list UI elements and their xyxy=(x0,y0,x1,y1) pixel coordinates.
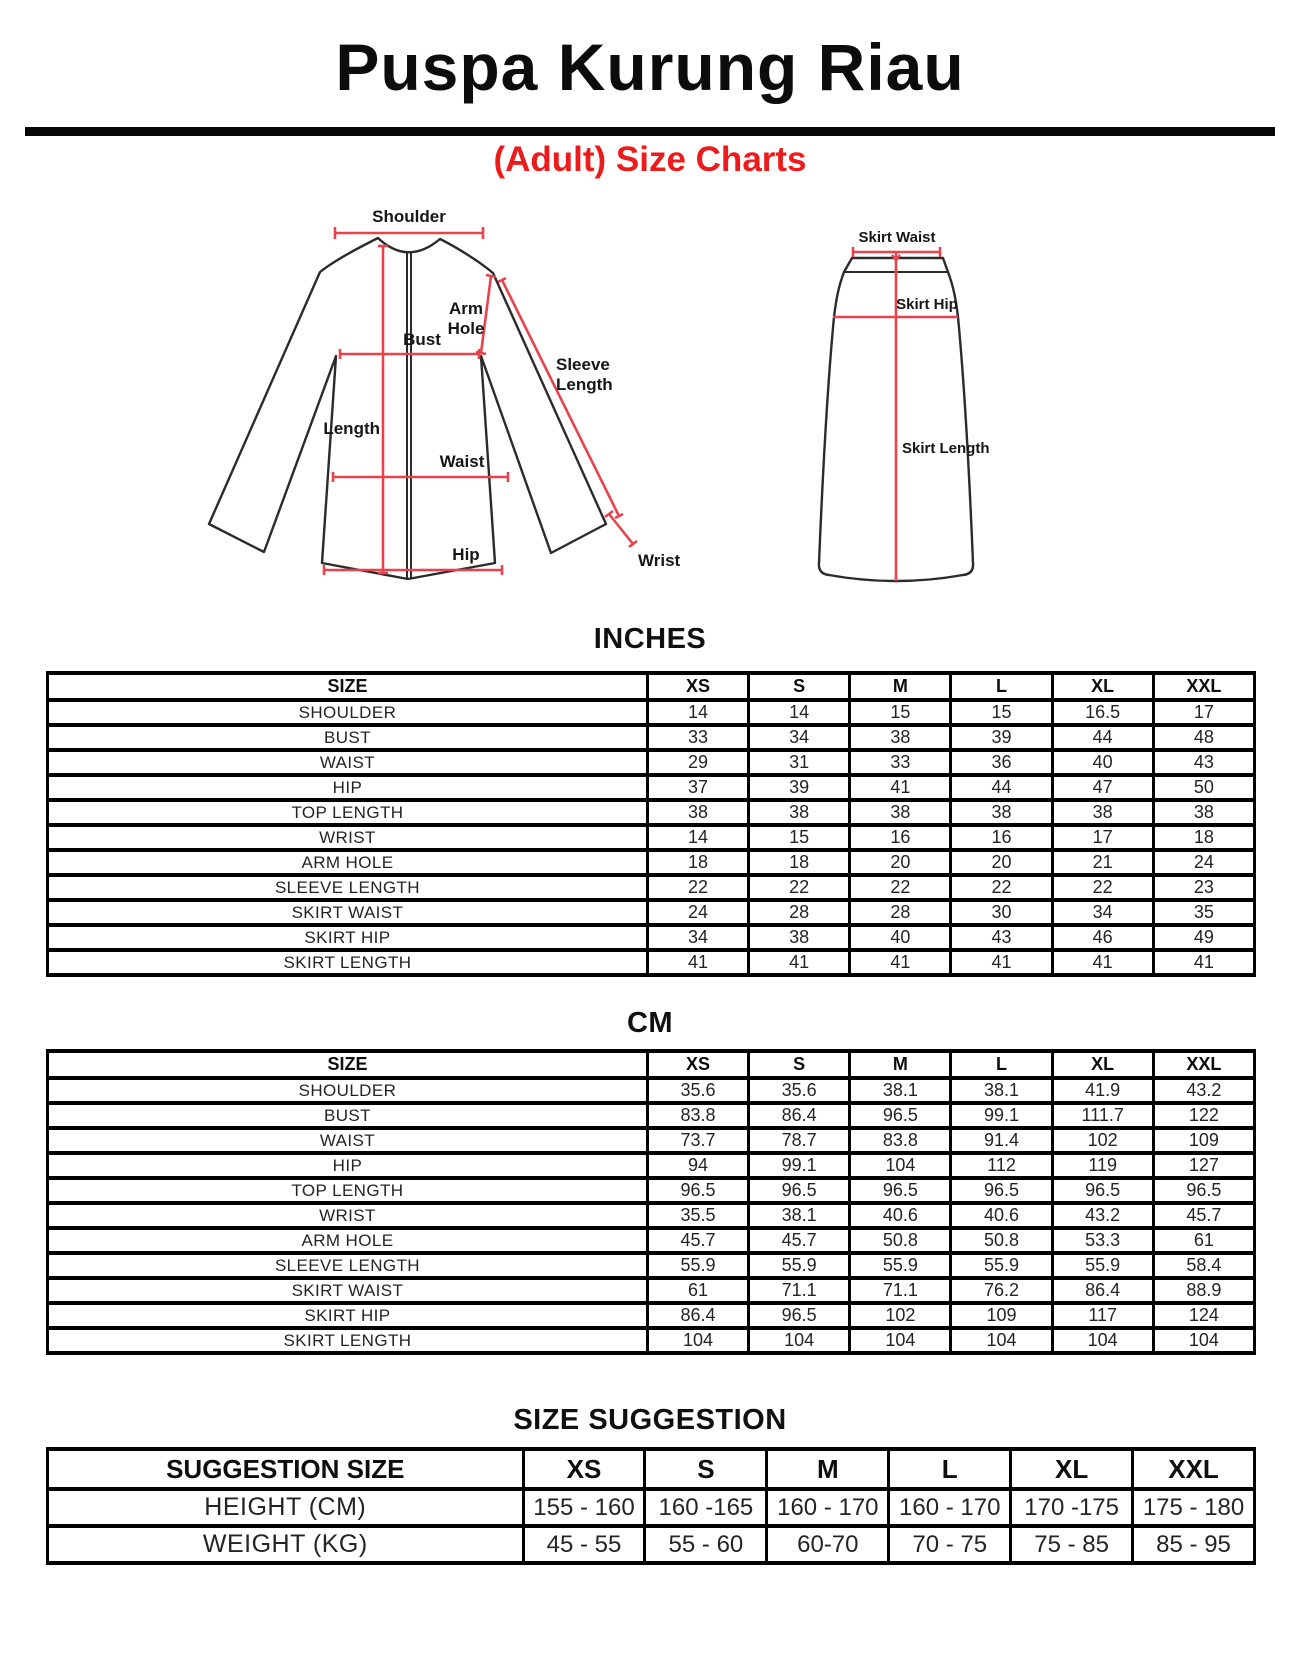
measurement-value: 34 xyxy=(647,925,748,950)
wrist-measurement-line xyxy=(609,514,633,544)
measurement-label: WRIST xyxy=(48,825,648,850)
measurement-value: 18 xyxy=(647,850,748,875)
measurement-value: 40.6 xyxy=(850,1203,951,1228)
waist-label: Waist xyxy=(439,452,485,471)
measurement-value: 60-70 xyxy=(767,1526,889,1563)
measurement-value: 102 xyxy=(1052,1128,1153,1153)
measurement-value: 29 xyxy=(647,750,748,775)
measurement-label: SLEEVE LENGTH xyxy=(48,875,648,900)
measurement-value: 91.4 xyxy=(951,1128,1052,1153)
measurement-value: 15 xyxy=(749,825,850,850)
measurement-value: 41 xyxy=(1153,950,1254,975)
measurement-value: 22 xyxy=(1052,875,1153,900)
measurement-label: SKIRT WAIST xyxy=(48,1278,648,1303)
measurement-value: 160 - 170 xyxy=(767,1489,889,1526)
measurement-value: 119 xyxy=(1052,1153,1153,1178)
measurement-value: 175 - 180 xyxy=(1133,1489,1255,1526)
top-measurement-diagram xyxy=(150,196,710,600)
skirt-waist-label: Skirt Waist xyxy=(858,229,936,246)
measurement-value: 55.9 xyxy=(1052,1253,1153,1278)
measurement-value: 55.9 xyxy=(749,1253,850,1278)
measurement-value: 50.8 xyxy=(951,1228,1052,1253)
table-row xyxy=(48,1526,1255,1563)
measurement-value: 16 xyxy=(850,825,951,850)
measurement-value: 40 xyxy=(850,925,951,950)
table-row xyxy=(48,1103,1255,1128)
size-header: S xyxy=(749,673,850,700)
table-row xyxy=(48,1328,1255,1353)
measurement-value: 96.5 xyxy=(1153,1178,1254,1203)
measurement-value: 75 - 85 xyxy=(1011,1526,1133,1563)
measurement-label: BUST xyxy=(48,725,648,750)
sleeve-length-label-line1: Sleeve xyxy=(556,355,610,374)
measurement-value: 44 xyxy=(1052,725,1153,750)
measurement-value: 45.7 xyxy=(1153,1203,1254,1228)
table-row xyxy=(48,1178,1255,1203)
measurement-value: 55 - 60 xyxy=(645,1526,767,1563)
size-header: XXL xyxy=(1153,673,1254,700)
size-header: XS xyxy=(647,1051,748,1078)
measurement-label: WAIST xyxy=(48,1128,648,1153)
measurement-value: 43 xyxy=(1153,750,1254,775)
measurement-label: SKIRT LENGTH xyxy=(48,1328,648,1353)
measurement-value: 96.5 xyxy=(850,1103,951,1128)
measurement-value: 44 xyxy=(951,775,1052,800)
measurement-value: 104 xyxy=(850,1328,951,1353)
measurement-value: 83.8 xyxy=(647,1103,748,1128)
measurement-label: SKIRT HIP xyxy=(48,1303,648,1328)
measurement-value: 86.4 xyxy=(749,1103,850,1128)
measurement-value: 86.4 xyxy=(1052,1278,1153,1303)
measurement-value: 38 xyxy=(647,800,748,825)
measurement-value: 124 xyxy=(1153,1303,1254,1328)
table-row xyxy=(48,1278,1255,1303)
measurement-value: 16 xyxy=(951,825,1052,850)
measurement-value: 127 xyxy=(1153,1153,1254,1178)
measurement-value: 15 xyxy=(951,700,1052,725)
size-header: M xyxy=(850,673,951,700)
measurement-value: 20 xyxy=(951,850,1052,875)
measurement-value: 86.4 xyxy=(647,1303,748,1328)
measurement-value: 71.1 xyxy=(850,1278,951,1303)
measurement-label: SHOULDER xyxy=(48,700,648,725)
measurement-label: WEIGHT (KG) xyxy=(48,1526,524,1563)
size-header: XL xyxy=(1011,1449,1133,1489)
measurement-label: TOP LENGTH xyxy=(48,1178,648,1203)
measurement-value: 55.9 xyxy=(850,1253,951,1278)
measurement-value: 38.1 xyxy=(749,1203,850,1228)
measurement-value: 15 xyxy=(850,700,951,725)
measurement-value: 38 xyxy=(951,800,1052,825)
measurement-value: 160 - 170 xyxy=(889,1489,1011,1526)
measurement-value: 96.5 xyxy=(951,1178,1052,1203)
measurement-value: 73.7 xyxy=(647,1128,748,1153)
page-subtitle: (Adult) Size Charts xyxy=(493,140,807,179)
measurement-label: SLEEVE LENGTH xyxy=(48,1253,648,1278)
table-row xyxy=(48,825,1255,850)
table-row xyxy=(48,1153,1255,1178)
measurement-value: 102 xyxy=(850,1303,951,1328)
wrist-label: Wrist xyxy=(638,551,681,570)
measurement-value: 38 xyxy=(749,925,850,950)
measurement-value: 83.8 xyxy=(850,1128,951,1153)
measurement-value: 20 xyxy=(850,850,951,875)
size-header: XXL xyxy=(1153,1051,1254,1078)
measurement-value: 24 xyxy=(1153,850,1254,875)
measurement-value: 43.2 xyxy=(1052,1203,1153,1228)
measurement-value: 155 - 160 xyxy=(523,1489,645,1526)
measurement-value: 41 xyxy=(951,950,1052,975)
table-row xyxy=(48,1228,1255,1253)
armhole-label-line1: Arm xyxy=(448,299,484,318)
size-column-header: SUGGESTION SIZE xyxy=(48,1449,524,1489)
hip-label: Hip xyxy=(452,545,480,564)
measurement-label: ARM HOLE xyxy=(48,1228,648,1253)
measurement-value: 49 xyxy=(1153,925,1254,950)
measurement-value: 14 xyxy=(749,700,850,725)
measurement-value: 170 -175 xyxy=(1011,1489,1133,1526)
measurement-value: 38 xyxy=(1153,800,1254,825)
measurement-value: 41 xyxy=(647,950,748,975)
measurement-value: 117 xyxy=(1052,1303,1153,1328)
measurement-value: 46 xyxy=(1052,925,1153,950)
table-row xyxy=(48,925,1255,950)
measurement-value: 35.6 xyxy=(749,1078,850,1103)
measurement-value: 33 xyxy=(850,750,951,775)
measurement-value: 61 xyxy=(647,1278,748,1303)
size-header: L xyxy=(951,673,1052,700)
measurement-value: 28 xyxy=(749,900,850,925)
measurement-label: SKIRT LENGTH xyxy=(48,950,648,975)
measurement-value: 45.7 xyxy=(749,1228,850,1253)
inches-size-table xyxy=(46,671,1256,977)
measurement-value: 16.5 xyxy=(1052,700,1153,725)
measurement-value: 50.8 xyxy=(850,1228,951,1253)
measurement-value: 22 xyxy=(850,875,951,900)
armhole-label-line2: Hole xyxy=(447,319,485,338)
table-row xyxy=(48,750,1255,775)
measurement-value: 96.5 xyxy=(850,1178,951,1203)
measurement-value: 61 xyxy=(1153,1228,1254,1253)
measurement-value: 39 xyxy=(749,775,850,800)
table-row xyxy=(48,1078,1255,1103)
measurement-value: 112 xyxy=(951,1153,1052,1178)
measurement-value: 38 xyxy=(1052,800,1153,825)
measurement-value: 55.9 xyxy=(951,1253,1052,1278)
measurement-value: 53.3 xyxy=(1052,1228,1153,1253)
measurement-value: 122 xyxy=(1153,1103,1254,1128)
measurement-value: 35.6 xyxy=(647,1078,748,1103)
table-row xyxy=(48,800,1255,825)
measurement-value: 41 xyxy=(1052,950,1153,975)
size-header: L xyxy=(889,1449,1011,1489)
measurement-value: 94 xyxy=(647,1153,748,1178)
measurement-value: 50 xyxy=(1153,775,1254,800)
measurement-value: 17 xyxy=(1052,825,1153,850)
measurement-value: 30 xyxy=(951,900,1052,925)
measurement-value: 109 xyxy=(1153,1128,1254,1153)
table-row xyxy=(48,875,1255,900)
table-row xyxy=(48,1203,1255,1228)
measurement-value: 36 xyxy=(951,750,1052,775)
page-title: Puspa Kurung Riau xyxy=(335,30,965,104)
measurement-value: 70 - 75 xyxy=(889,1526,1011,1563)
measurement-value: 38.1 xyxy=(951,1078,1052,1103)
shoulder-label: Shoulder xyxy=(372,207,446,226)
measurement-value: 104 xyxy=(1153,1328,1254,1353)
measurement-value: 38 xyxy=(850,800,951,825)
sleeve-length-label-line2: Length xyxy=(556,375,613,394)
measurement-value: 96.5 xyxy=(749,1178,850,1203)
table-header-row xyxy=(48,1449,1255,1489)
cm-size-table xyxy=(46,1049,1256,1355)
measurement-value: 28 xyxy=(850,900,951,925)
measurement-value: 78.7 xyxy=(749,1128,850,1153)
measurement-value: 104 xyxy=(850,1153,951,1178)
measurement-label: SKIRT HIP xyxy=(48,925,648,950)
measurement-value: 47 xyxy=(1052,775,1153,800)
measurement-label: TOP LENGTH xyxy=(48,800,648,825)
skirt-length-label: Skirt Length xyxy=(902,440,990,457)
measurement-value: 14 xyxy=(647,825,748,850)
size-header: XS xyxy=(523,1449,645,1489)
measurement-value: 99.1 xyxy=(951,1103,1052,1128)
measurement-value: 85 - 95 xyxy=(1133,1526,1255,1563)
table-row xyxy=(48,700,1255,725)
measurement-value: 99.1 xyxy=(749,1153,850,1178)
measurement-value: 43.2 xyxy=(1153,1078,1254,1103)
measurement-value: 104 xyxy=(749,1328,850,1353)
size-header: S xyxy=(645,1449,767,1489)
measurement-value: 38 xyxy=(749,800,850,825)
table-row xyxy=(48,950,1255,975)
measurement-label: HEIGHT (CM) xyxy=(48,1489,524,1526)
measurement-value: 38 xyxy=(850,725,951,750)
measurement-value: 38.1 xyxy=(850,1078,951,1103)
measurement-value: 14 xyxy=(647,700,748,725)
measurement-value: 18 xyxy=(1153,825,1254,850)
size-column-header: SIZE xyxy=(48,1051,648,1078)
measurement-label: WRIST xyxy=(48,1203,648,1228)
table-row xyxy=(48,1303,1255,1328)
length-label: Length xyxy=(323,419,380,438)
bust-label: Bust xyxy=(403,330,441,349)
measurement-value: 34 xyxy=(1052,900,1153,925)
measurement-label: BUST xyxy=(48,1103,648,1128)
table-header-row xyxy=(48,673,1255,700)
measurement-value: 96.5 xyxy=(647,1178,748,1203)
measurement-value: 39 xyxy=(951,725,1052,750)
size-header: S xyxy=(749,1051,850,1078)
measurement-value: 40 xyxy=(1052,750,1153,775)
measurement-value: 71.1 xyxy=(749,1278,850,1303)
title-divider xyxy=(25,127,1275,136)
skirt-measurement-diagram xyxy=(790,225,1010,595)
measurement-value: 22 xyxy=(749,875,850,900)
measurement-value: 21 xyxy=(1052,850,1153,875)
measurement-value: 17 xyxy=(1153,700,1254,725)
measurement-value: 40.6 xyxy=(951,1203,1052,1228)
measurement-value: 35 xyxy=(1153,900,1254,925)
table-row xyxy=(48,1489,1255,1526)
measurement-value: 34 xyxy=(749,725,850,750)
measurement-value: 96.5 xyxy=(1052,1178,1153,1203)
measurement-value: 35.5 xyxy=(647,1203,748,1228)
measurement-label: HIP xyxy=(48,775,648,800)
measurement-value: 41 xyxy=(850,950,951,975)
measurement-value: 33 xyxy=(647,725,748,750)
measurement-label: SHOULDER xyxy=(48,1078,648,1103)
measurement-value: 104 xyxy=(647,1328,748,1353)
measurement-value: 31 xyxy=(749,750,850,775)
size-suggestion-heading: SIZE SUGGESTION xyxy=(513,1404,787,1436)
table-row xyxy=(48,1253,1255,1278)
measurement-value: 43 xyxy=(951,925,1052,950)
measurement-value: 41 xyxy=(749,950,850,975)
size-header: M xyxy=(767,1449,889,1489)
measurement-value: 104 xyxy=(951,1328,1052,1353)
measurement-value: 37 xyxy=(647,775,748,800)
measurement-value: 48 xyxy=(1153,725,1254,750)
measurement-label: ARM HOLE xyxy=(48,850,648,875)
table-row xyxy=(48,850,1255,875)
measurement-value: 45 - 55 xyxy=(523,1526,645,1563)
size-header: XL xyxy=(1052,1051,1153,1078)
skirt-hip-label: Skirt Hip xyxy=(896,296,958,313)
size-header: XS xyxy=(647,673,748,700)
measurement-value: 41 xyxy=(850,775,951,800)
measurement-value: 22 xyxy=(647,875,748,900)
measurement-value: 41.9 xyxy=(1052,1078,1153,1103)
size-header: M xyxy=(850,1051,951,1078)
measurement-label: HIP xyxy=(48,1153,648,1178)
cm-heading: CM xyxy=(626,1007,674,1039)
size-header: L xyxy=(951,1051,1052,1078)
size-suggestion-table xyxy=(46,1447,1256,1565)
measurement-value: 22 xyxy=(951,875,1052,900)
size-header: XL xyxy=(1052,673,1153,700)
measurement-value: 58.4 xyxy=(1153,1253,1254,1278)
measurement-value: 55.9 xyxy=(647,1253,748,1278)
measurement-value: 111.7 xyxy=(1052,1103,1153,1128)
table-row xyxy=(48,725,1255,750)
table-header-row xyxy=(48,1051,1255,1078)
inches-heading: INCHES xyxy=(593,623,707,655)
measurement-label: WAIST xyxy=(48,750,648,775)
measurement-value: 88.9 xyxy=(1153,1278,1254,1303)
measurement-value: 96.5 xyxy=(749,1303,850,1328)
table-row xyxy=(48,1128,1255,1153)
table-row xyxy=(48,900,1255,925)
measurement-label: SKIRT WAIST xyxy=(48,900,648,925)
table-row xyxy=(48,775,1255,800)
measurement-value: 18 xyxy=(749,850,850,875)
measurement-value: 23 xyxy=(1153,875,1254,900)
measurement-value: 76.2 xyxy=(951,1278,1052,1303)
measurement-value: 160 -165 xyxy=(645,1489,767,1526)
size-column-header: SIZE xyxy=(48,673,648,700)
measurement-value: 45.7 xyxy=(647,1228,748,1253)
measurement-value: 24 xyxy=(647,900,748,925)
measurement-value: 104 xyxy=(1052,1328,1153,1353)
measurement-value: 109 xyxy=(951,1303,1052,1328)
size-header: XXL xyxy=(1133,1449,1255,1489)
